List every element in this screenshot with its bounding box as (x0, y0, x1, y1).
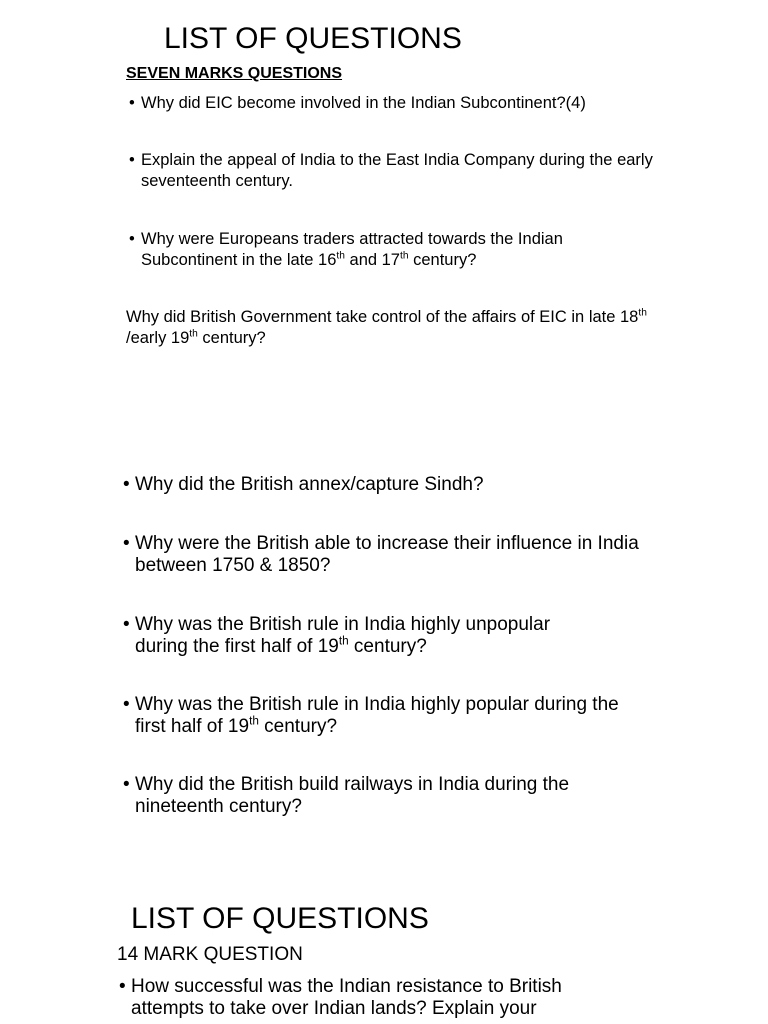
question-4 (126, 307, 666, 349)
bullet: • (123, 474, 130, 495)
question-text: Why was the British rule in India highly unpopular during the first half of 19th century? (135, 614, 551, 657)
question-text: How successful was the Indian resistance to British attempts to take over Indian lands? Explain your (131, 976, 562, 1019)
question-text: Why did the British annex/capture Sindh? (135, 474, 484, 495)
section-heading-14-mark: 14 MARK QUESTION (117, 944, 303, 965)
bullet: • (123, 614, 130, 635)
bullet: • (129, 151, 135, 169)
question-7 (123, 614, 605, 658)
question-text: Why was the British rule in India highly popular during the first half of 19th century? (135, 694, 619, 737)
page-title: LIST OF QUESTIONS (164, 22, 462, 55)
question-text: Why were Europeans traders attracted towards the Indian Subcontinent in the late 16th and 17th century? (141, 230, 563, 269)
question-6 (123, 533, 655, 577)
question-text: Why did British Government take control of the affairs of EIC in late 18th /early 19th century? (126, 307, 647, 347)
question-text: Why were the British able to increase their influence in India between 1750 & 1850? (135, 533, 639, 576)
page-title-2: LIST OF QUESTIONS (131, 902, 429, 935)
ordinal-suffix: th (638, 307, 647, 319)
question-10 (119, 976, 621, 1020)
ordinal-suffix: th (400, 250, 409, 262)
question-text: Why did EIC become involved in the Indian Subcontinent?(4) (141, 94, 586, 112)
ordinal-suffix: th (336, 250, 345, 262)
bullet: • (123, 774, 130, 795)
bullet: • (123, 533, 130, 554)
question-1 (129, 93, 661, 114)
question-8 (123, 694, 640, 738)
section-heading-seven-marks: SEVEN MARKS QUESTIONS (126, 65, 343, 82)
bullet: • (129, 94, 135, 112)
question-text: Explain the appeal of India to the East India Company during the early seventeenth century. (141, 151, 653, 190)
ordinal-suffix: th (338, 634, 349, 648)
question-9 (123, 774, 625, 818)
bullet: • (129, 230, 135, 248)
ordinal-suffix: th (249, 714, 259, 728)
ordinal-suffix: th (189, 328, 198, 340)
bullet: • (123, 694, 130, 715)
question-2 (129, 150, 661, 192)
question-3 (129, 229, 641, 271)
question-5 (123, 474, 655, 496)
question-text: Why did the British build railways in India during the nineteenth century? (135, 774, 570, 817)
bullet: • (119, 976, 126, 997)
